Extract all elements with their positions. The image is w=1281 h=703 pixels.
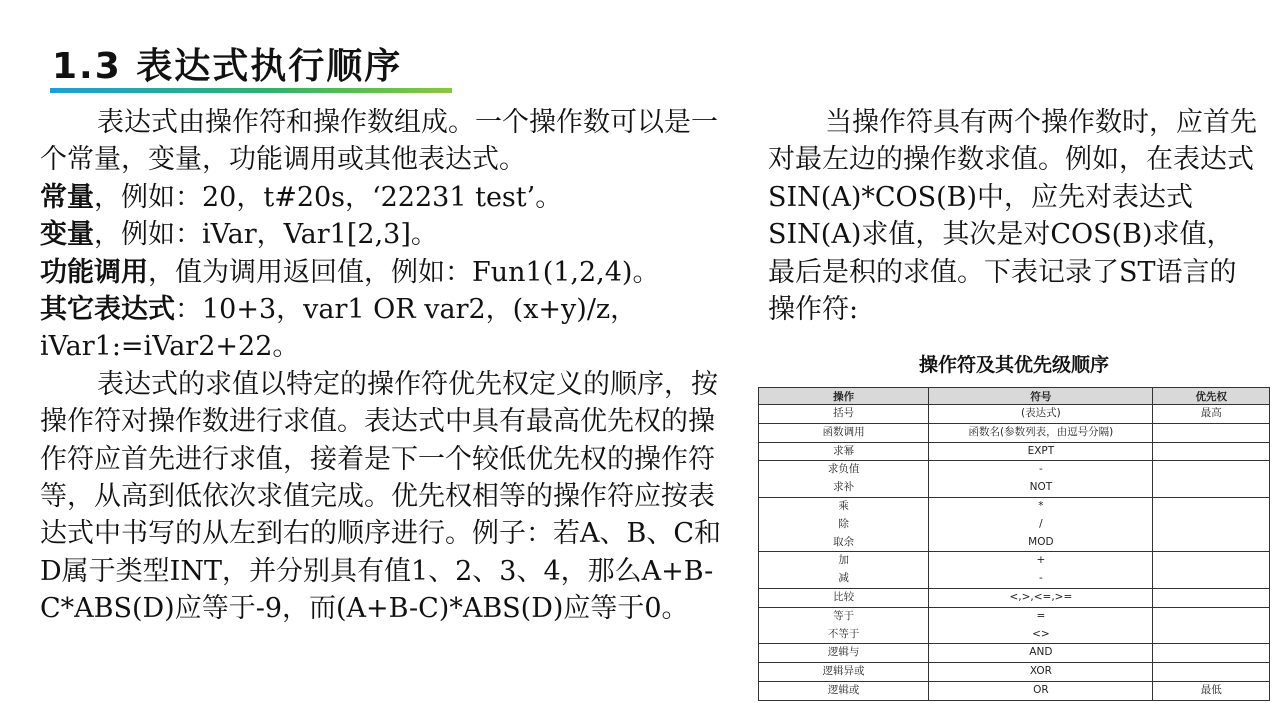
- table-row: [759, 442, 1270, 461]
- cell-operation: 逻辑与: [759, 644, 929, 663]
- variable-label: 变量: [40, 219, 94, 251]
- cell-symbol: * / MOD: [929, 497, 1153, 551]
- cell-priority: [1153, 663, 1270, 682]
- cell-priority: [1153, 497, 1270, 551]
- cell-operation: 求负值 求补: [759, 461, 929, 498]
- cell-priority: 最低: [1153, 681, 1270, 700]
- table-row: [759, 405, 1270, 424]
- cell-priority: [1153, 442, 1270, 461]
- cell-operation: 逻辑异或: [759, 663, 929, 682]
- table-row: [759, 644, 1270, 663]
- function-label: 功能调用: [40, 256, 148, 288]
- cell-symbol: AND: [929, 644, 1153, 663]
- cell-operation: 等于 不等于: [759, 607, 929, 644]
- table-row: [759, 423, 1270, 442]
- table-row: [759, 663, 1270, 682]
- cell-operation: 函数调用: [759, 423, 929, 442]
- variable-text: ，例如：iVar，Var1[2,3]。: [94, 219, 438, 251]
- table-row: [759, 552, 1270, 589]
- table-caption: 操作符及其优先级顺序: [918, 354, 1109, 376]
- cell-symbol: + -: [929, 552, 1153, 589]
- header-operation: 操作: [759, 388, 929, 405]
- right-column: [768, 104, 1258, 328]
- function-line: [40, 254, 740, 291]
- other-label: 其它表达式: [40, 294, 175, 326]
- intro-paragraph: 表达式由操作符和操作数组成。一个操作数可以是一个常量，变量，功能调用或其他表达式。: [40, 107, 718, 176]
- cell-operation: 括号: [759, 405, 929, 424]
- cell-symbol: EXPT: [929, 442, 1153, 461]
- cell-priority: [1153, 644, 1270, 663]
- constant-label: 常量: [40, 181, 94, 213]
- cell-symbol: <,>,<=,>=: [929, 588, 1153, 607]
- operator-table: [758, 387, 1270, 701]
- header-priority: 优先权: [1153, 388, 1270, 405]
- cell-operation: 加 减: [759, 552, 929, 589]
- cell-symbol: (表达式): [929, 405, 1153, 424]
- table-header-row: [759, 388, 1270, 405]
- cell-symbol: XOR: [929, 663, 1153, 682]
- table-row: [759, 681, 1270, 700]
- constant-text: ，例如：20，t#20s，‘22231 test’。: [94, 181, 563, 213]
- constant-line: [40, 179, 740, 216]
- cell-symbol: = <>: [929, 607, 1153, 644]
- left-column: [40, 104, 740, 628]
- table-row: [759, 461, 1270, 498]
- variable-line: [40, 216, 740, 253]
- cell-priority: [1153, 588, 1270, 607]
- table-row: [759, 607, 1270, 644]
- other-text: ：10+3，var1 OR var2，(x+y)/z，iVar1:=iVar2+22。: [40, 294, 638, 363]
- table-row: [759, 497, 1270, 551]
- header-symbol: 符号: [929, 388, 1153, 405]
- cell-symbol: OR: [929, 681, 1153, 700]
- table-body: [759, 405, 1270, 701]
- cell-priority: [1153, 552, 1270, 589]
- cell-priority: 最高: [1153, 405, 1270, 424]
- cell-operation: 求幂: [759, 442, 929, 461]
- other-line: [40, 291, 740, 366]
- cell-operation: 逻辑或: [759, 681, 929, 700]
- cell-symbol: - NOT: [929, 461, 1153, 498]
- cell-symbol: 函数名(参数列表，由逗号分隔): [929, 423, 1153, 442]
- precedence-paragraph: 表达式的求值以特定的操作符优先权定义的顺序，按操作符对操作数进行求值。表达式中具有最高优先权的操作符应首先进行求值，接着是下一个较低优先权的操作符等，从高到低依次求值完成。优先权相等的操作符应按表达式中书写的从左到右的顺序进行。例子：若A、B、C和D属于类型INT，并分别具有值1、2、3、4，那么A+B-C*ABS(D)应等于-9，而(A+B-C)*ABS(D)应等于0。: [40, 368, 721, 625]
- cell-priority: [1153, 461, 1270, 498]
- title-underline: [50, 88, 452, 93]
- cell-operation: 比较: [759, 588, 929, 607]
- cell-priority: [1153, 423, 1270, 442]
- slide-title: 1.3 表达式执行顺序: [52, 46, 403, 87]
- table-row: [759, 588, 1270, 607]
- operand-order-paragraph: 当操作符具有两个操作数时，应首先对最左边的操作数求值。例如，在表达式SIN(A)*COS(B)中，应先对表达式SIN(A)求值，其次是对COS(B)求值，最后是积的求值。下表记录了ST语言的操作符:: [768, 107, 1257, 326]
- cell-priority: [1153, 607, 1270, 644]
- function-text: ，值为调用返回值，例如：Fun1(1,2,4)。: [148, 256, 660, 288]
- cell-operation: 乘 除 取余: [759, 497, 929, 551]
